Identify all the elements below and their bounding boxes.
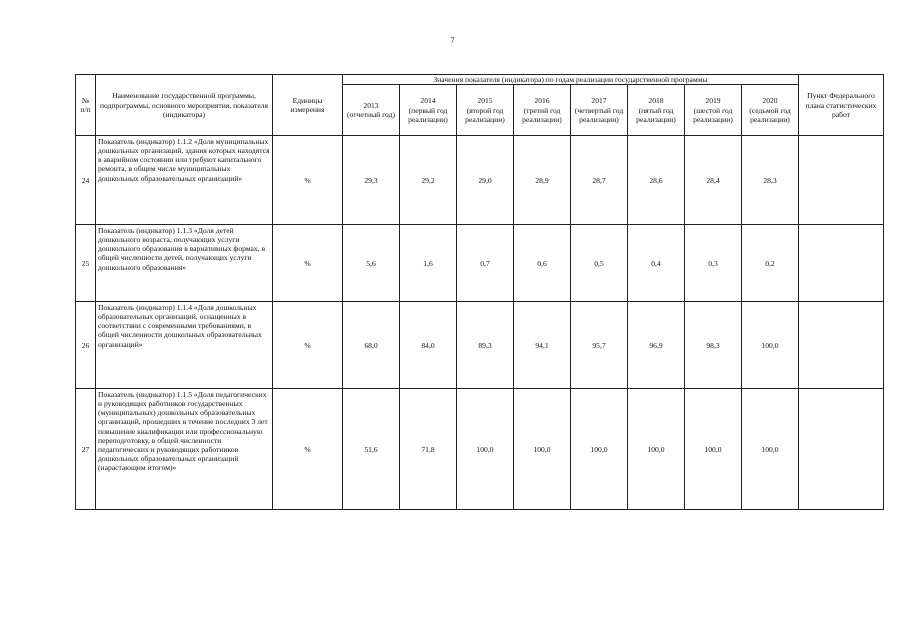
value-cell: 0,3 [685,225,742,302]
year-sub-label: (седьмой год реализации) [749,105,791,124]
value-cell: 94,1 [514,302,571,389]
year-sub-label: (второй год реализации) [465,105,505,124]
table-row [76,302,884,389]
header-values-group: Значения показателя (индикатора) по годам реализации государственной программы [343,75,799,85]
value-cell: 100,0 [514,389,571,510]
year-sub-label: (шестой год реализации) [693,105,733,124]
header-name: Наименование государственной программы, подпрограммы, основного мероприятия, показателя (индикатора) [96,75,273,136]
value-cell: 29,0 [457,136,514,225]
plan-cell [799,136,884,225]
unit-cell: % [273,225,343,302]
unit-cell: % [273,136,343,225]
value-cell: 71,8 [400,389,457,510]
value-cell: 96,9 [628,302,685,389]
indicators-table [75,74,884,510]
value-cell: 0,6 [514,225,571,302]
value-cell: 68,0 [343,302,400,389]
header-year [742,85,799,136]
row-number: 27 [76,389,96,510]
year-label: 2019 [705,96,721,106]
value-cell: 29,2 [400,136,457,225]
header-unit: Единицы измерения [273,75,343,136]
row-number: 25 [76,225,96,302]
value-cell: 28,6 [628,136,685,225]
indicator-name: Показатель (индикатор) 1.1.2 «Доля муниципальных дошкольных организаций, здания которых находятся в аварийном состоянии или требуют капитального ремонта, в общем числе муниципальных дошкольных образовательных организаций» [96,136,273,225]
header-row-top [76,75,884,85]
value-cell: 1,6 [400,225,457,302]
unit-cell: % [273,302,343,389]
header-plan: Пункт Федерального плана статистических работ [799,75,884,136]
value-cell: 28,3 [742,136,799,225]
value-cell: 100,0 [571,389,628,510]
value-cell: 51,6 [343,389,400,510]
year-label: 2013 [363,101,379,110]
value-cell: 100,0 [742,389,799,510]
value-cell: 29,3 [343,136,400,225]
value-cell: 5,6 [343,225,400,302]
value-cell: 89,3 [457,302,514,389]
year-label: 2017 [591,96,607,106]
plan-cell [799,225,884,302]
value-cell: 28,4 [685,136,742,225]
header-year [628,85,685,136]
header-year [514,85,571,136]
value-cell: 100,0 [628,389,685,510]
row-number: 26 [76,302,96,389]
value-cell: 0,2 [742,225,799,302]
value-cell: 0,7 [457,225,514,302]
header-year [400,85,457,136]
year-label: 2020 [762,96,778,106]
page-number: 7 [450,36,455,45]
value-cell: 95,7 [571,302,628,389]
row-number: 24 [76,136,96,225]
value-cell: 28,9 [514,136,571,225]
year-sub-label: (первый год реализации) [408,105,448,124]
table-row [76,225,884,302]
header-year [343,85,400,136]
value-cell: 100,0 [685,389,742,510]
header-year [571,85,628,136]
year-label: 2014 [420,96,436,106]
plan-cell [799,389,884,510]
year-sub-label: (отчетный год) [346,110,396,120]
indicator-name: Показатель (индикатор) 1.1.3 «Доля детей дошкольного возраста, получающих услуги дошкольного образования в вариативных формах, в общей численности детей, получающих услуги дошкольного образования» [96,225,273,302]
year-sub-label: (третий год реализации) [522,105,562,124]
header-year [685,85,742,136]
year-label: 2018 [648,96,664,106]
value-cell: 0,5 [571,225,628,302]
value-cell: 98,3 [685,302,742,389]
year-sub-label: (пятый год реализации) [636,105,676,124]
indicator-name: Показатель (индикатор) 1.1.4 «Доля дошкольных образовательных организаций, оснащенных в соответствии с современными требованиями, в общей численности дошкольных образовательных организаций» [96,302,273,389]
year-label: 2015 [477,96,493,106]
value-cell: 100,0 [457,389,514,510]
year-label: 2016 [534,96,550,106]
value-cell: 100,0 [742,302,799,389]
table-row [76,389,884,510]
table-row [76,136,884,225]
year-sub-label: (четвертый год реализации) [574,105,624,124]
value-cell: 0,4 [628,225,685,302]
header-num: № п/п [76,75,96,136]
header-year [457,85,514,136]
value-cell: 84,0 [400,302,457,389]
value-cell: 28,7 [571,136,628,225]
indicator-name: Показатель (индикатор) 1.1.5 «Доля педагогических и руководящих работников государственных (муниципальных) дошкольных образовательных организаций, прошедших в течение последних 3 лет повышение квалификации или профессиональную переподготовку, в общей численности педагогических и руководящих работников дошкольных образовательных организаций (нарастающим итогом)» [96,389,273,510]
plan-cell [799,302,884,389]
unit-cell: % [273,389,343,510]
